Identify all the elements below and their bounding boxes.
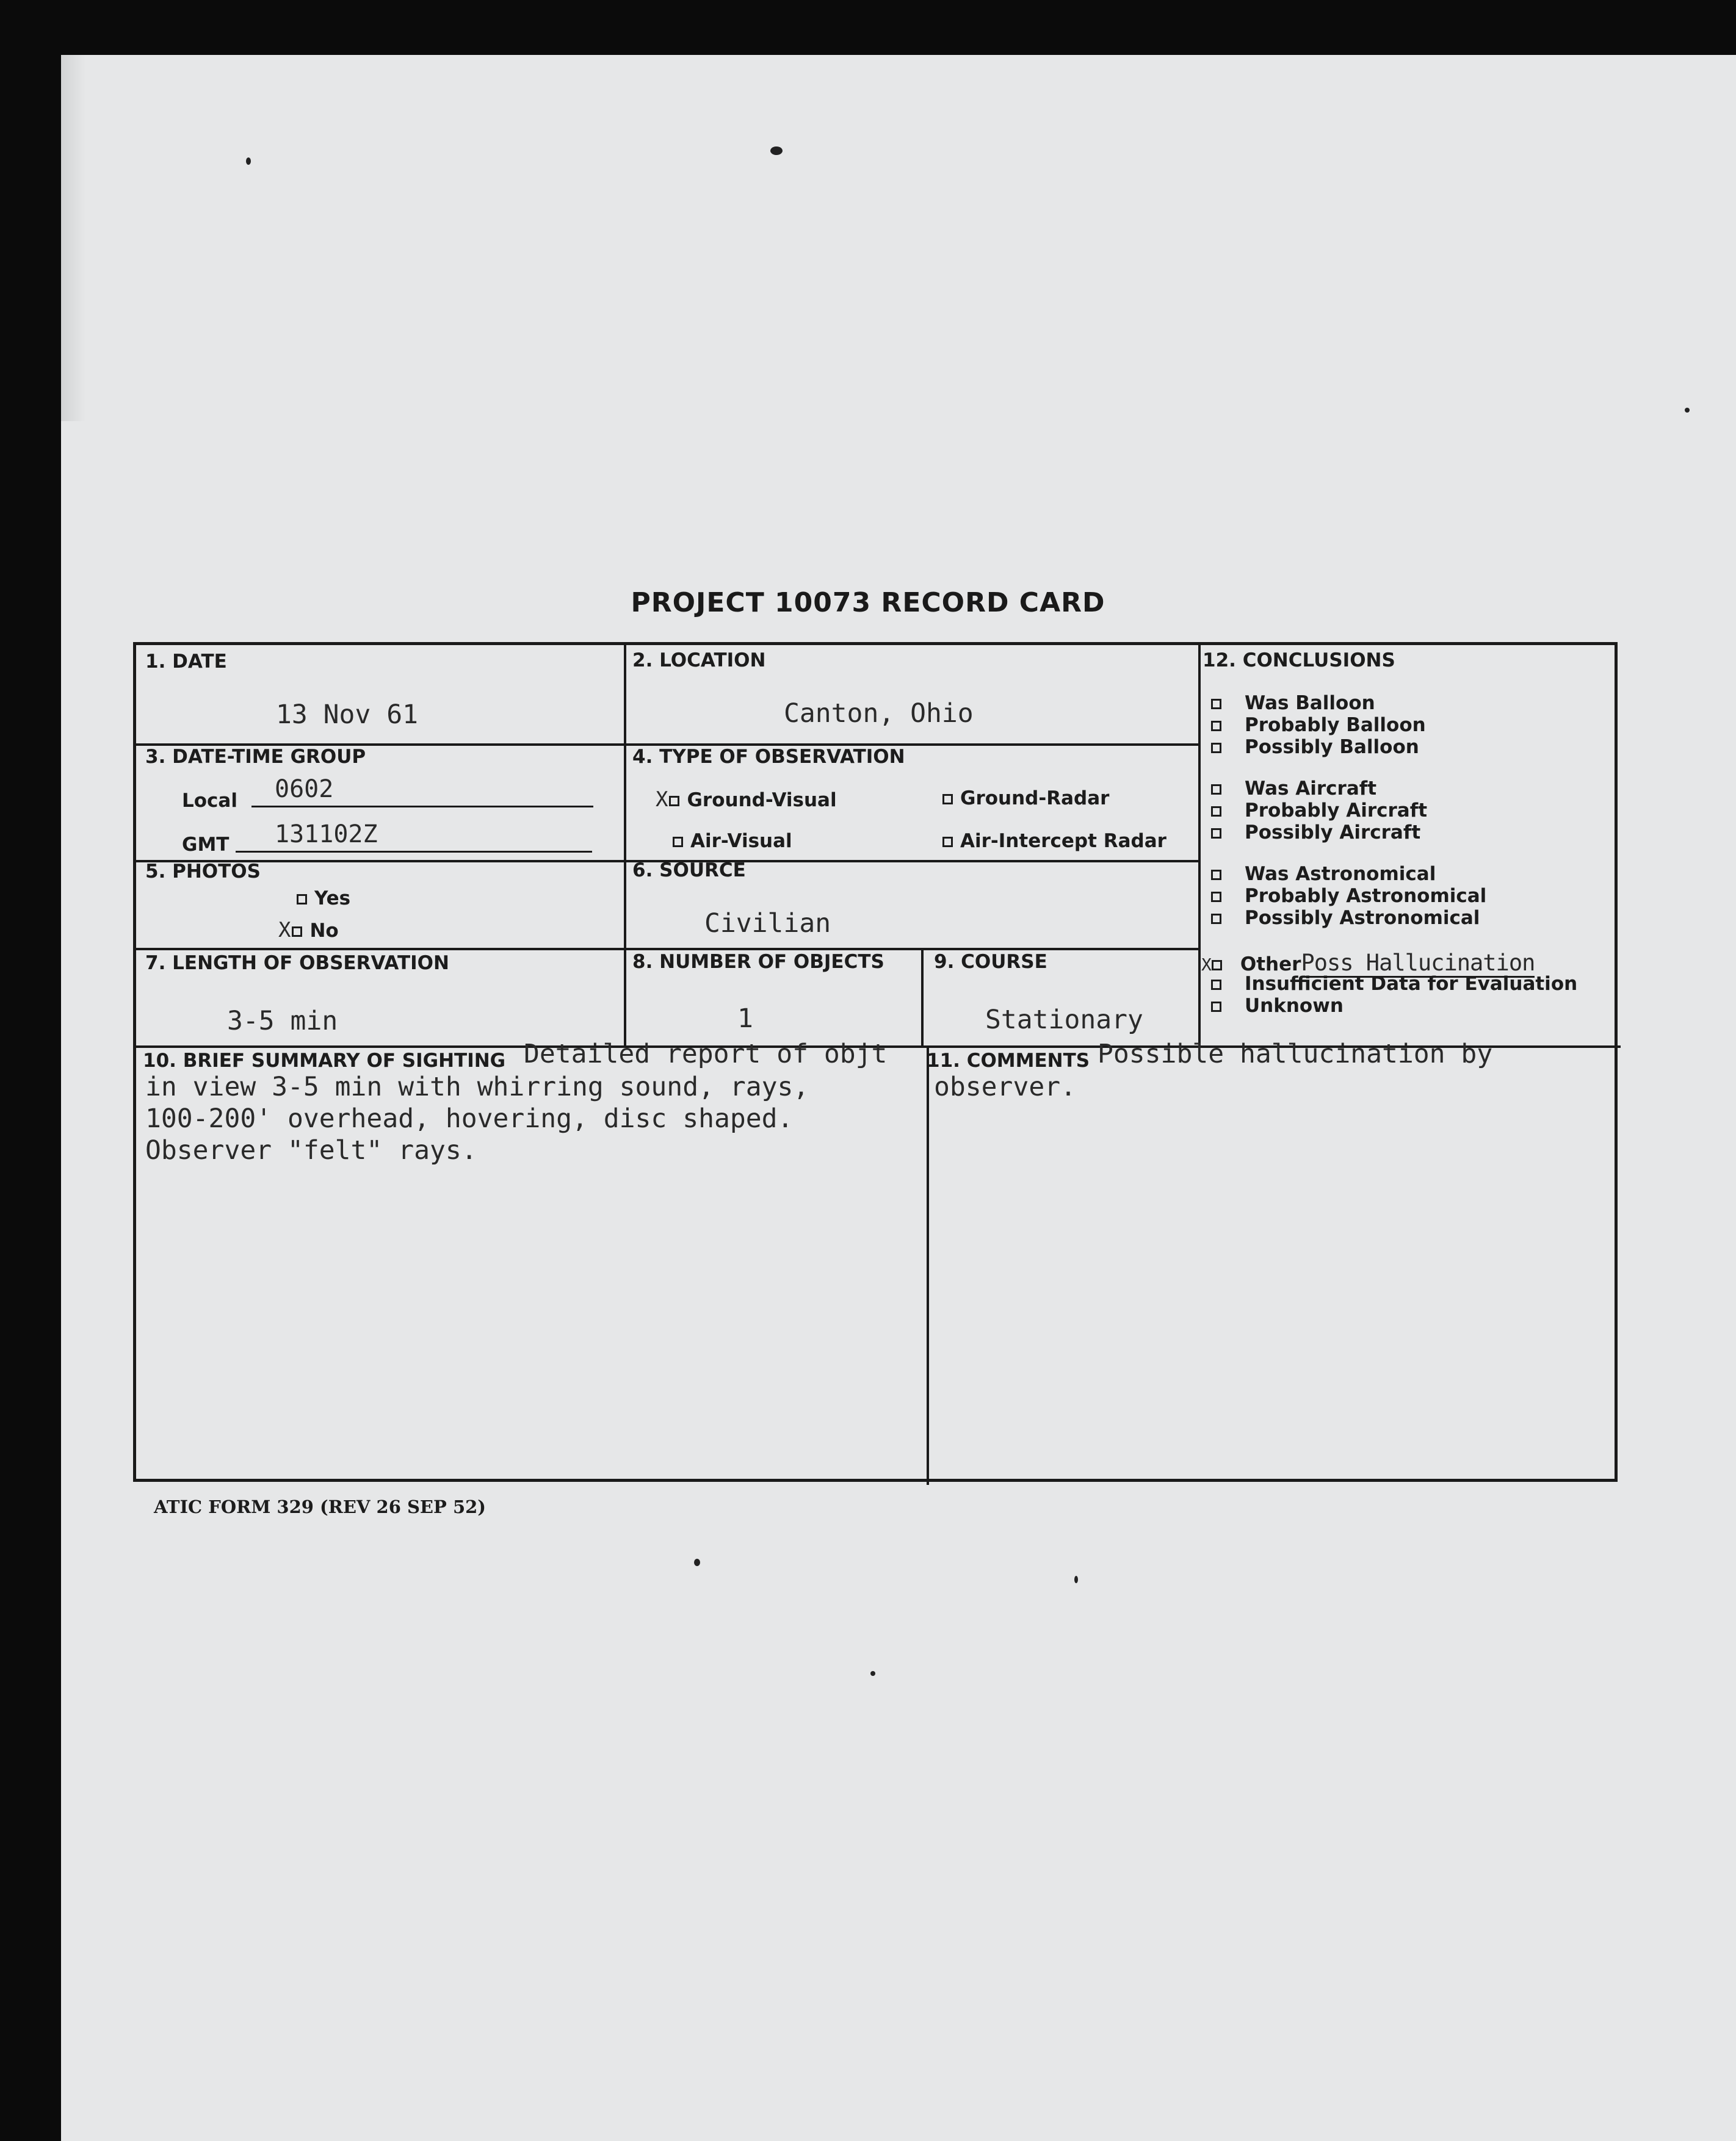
- checkbox-icon: [673, 837, 683, 847]
- photos-no: [278, 918, 339, 942]
- possibly-astronomical-label: Possibly Astronomical: [1245, 907, 1480, 929]
- ground-visual-label: Ground-Visual: [687, 789, 837, 811]
- form-identifier: ATIC FORM 329 (REV 26 SEP 52): [154, 1497, 486, 1517]
- was-astronomical-label: Was Astronomical: [1245, 863, 1436, 885]
- gmt-value: 131102Z: [275, 820, 378, 848]
- location-label: 2. LOCATION: [632, 649, 766, 671]
- photos-yes-label: Yes: [314, 887, 351, 909]
- conclusion-insufficient: [1211, 973, 1577, 995]
- summary-line-2: in view 3-5 min with whirring sound, rays,: [145, 1072, 809, 1102]
- checkbox-icon: [942, 837, 953, 847]
- summary-line-1: Detailed report of objt: [524, 1039, 888, 1069]
- possibly-aircraft-label: Possibly Aircraft: [1245, 821, 1421, 843]
- speck: [770, 146, 783, 155]
- speck: [1074, 1576, 1078, 1583]
- paper-fold-shadow: [61, 55, 85, 421]
- course-value: Stationary: [985, 1005, 1143, 1035]
- gmt-label: GMT: [182, 834, 230, 856]
- conclusion-possibly-aircraft: [1211, 821, 1420, 843]
- checkbox-icon: [1211, 699, 1221, 709]
- local-label: Local: [182, 790, 237, 812]
- checkbox-icon: [1212, 960, 1222, 970]
- source-label: 6. SOURCE: [632, 859, 746, 881]
- number-objects-label: 8. NUMBER OF OBJECTS: [632, 951, 884, 973]
- checkbox-icon: [1211, 784, 1221, 795]
- conclusion-probably-astronomical: [1211, 885, 1486, 907]
- other-value: Poss Hallucination: [1301, 950, 1535, 978]
- local-value: 0602: [275, 775, 334, 803]
- insufficient-label: Insufficient Data for Evaluation: [1245, 973, 1578, 995]
- comments-line-1: Possible hallucination by: [1098, 1039, 1493, 1069]
- probably-aircraft-label: Probably Aircraft: [1245, 800, 1428, 821]
- air-visual-label: Air-Visual: [690, 830, 792, 852]
- conclusion-unknown: [1211, 995, 1344, 1017]
- option-air-intercept-radar: [942, 830, 1166, 852]
- length-value: 3-5 min: [227, 1006, 338, 1036]
- checkbox-icon: [942, 794, 953, 804]
- number-objects-value: 1: [737, 1003, 753, 1034]
- probably-balloon-label: Probably Balloon: [1245, 714, 1426, 736]
- was-aircraft-label: Was Aircraft: [1245, 778, 1377, 800]
- speck: [246, 157, 251, 165]
- date-label: 1. DATE: [145, 651, 227, 673]
- checkbox-icon: [1211, 806, 1221, 817]
- speck: [1685, 408, 1690, 413]
- date-value: 13 Nov 61: [276, 699, 418, 730]
- speck: [694, 1559, 700, 1566]
- card-title: PROJECT 10073 RECORD CARD: [631, 587, 1105, 618]
- air-intercept-radar-label: Air-Intercept Radar: [960, 830, 1166, 852]
- summary-line-4: Observer "felt" rays.: [145, 1135, 477, 1166]
- checkbox-icon: [1211, 828, 1221, 839]
- comments-line-2: observer.: [934, 1072, 1076, 1102]
- unknown-label: Unknown: [1245, 995, 1344, 1017]
- conclusion-probably-aircraft: [1211, 800, 1427, 821]
- speck: [870, 1671, 875, 1676]
- checkbox-icon: [1211, 892, 1221, 902]
- other-mark: X: [1201, 955, 1212, 975]
- photos-no-mark: X: [278, 918, 291, 942]
- col-divider-conclusions: [1198, 645, 1201, 1045]
- summary-label: 10. BRIEF SUMMARY OF SIGHTING: [143, 1050, 506, 1072]
- conclusion-was-aircraft: [1211, 778, 1376, 800]
- conclusion-was-astronomical: [1211, 863, 1436, 885]
- col-divider-main: [624, 645, 626, 1045]
- col-divider-comments: [927, 1045, 929, 1485]
- checkbox-icon: [1211, 743, 1221, 753]
- checkbox-icon: [292, 926, 302, 937]
- photos-no-label: No: [309, 920, 339, 942]
- option-air-visual: [673, 830, 792, 852]
- checkbox-icon: [1211, 914, 1221, 924]
- possibly-balloon-label: Possibly Balloon: [1245, 736, 1419, 758]
- course-label: 9. COURSE: [934, 951, 1047, 973]
- length-label: 7. LENGTH OF OBSERVATION: [145, 952, 449, 974]
- location-value: Canton, Ohio: [784, 698, 974, 729]
- conclusion-probably-balloon: [1211, 714, 1426, 736]
- date-time-group-label: 3. DATE-TIME GROUP: [145, 746, 366, 768]
- checkbox-icon: [1211, 870, 1221, 880]
- conclusion-was-balloon: [1211, 692, 1375, 714]
- gmt-underline: [236, 851, 592, 853]
- observation-type-label: 4. TYPE OF OBSERVATION: [632, 746, 905, 768]
- conclusion-possibly-astronomical: [1211, 907, 1480, 929]
- conclusion-other: [1201, 950, 1535, 976]
- checkbox-icon: [1211, 980, 1221, 990]
- option-ground-radar: [942, 787, 1109, 809]
- option-ground-visual: [656, 787, 837, 812]
- photos-label: 5. PHOTOS: [145, 861, 261, 883]
- source-value: Civilian: [704, 908, 831, 939]
- other-label: Other: [1240, 953, 1301, 975]
- checkbox-icon: [1211, 1002, 1221, 1012]
- conclusion-possibly-balloon: [1211, 736, 1419, 758]
- comments-label: 11. COMMENTS: [927, 1050, 1090, 1072]
- photos-yes: [297, 887, 350, 909]
- ground-visual-mark: X: [656, 787, 668, 812]
- was-balloon-label: Was Balloon: [1245, 692, 1375, 714]
- summary-line-3: 100-200' overhead, hovering, disc shaped.: [145, 1103, 794, 1134]
- probably-astronomical-label: Probably Astronomical: [1245, 885, 1487, 907]
- col-divider-objects: [921, 948, 924, 1045]
- checkbox-icon: [1211, 721, 1221, 731]
- local-underline: [251, 806, 593, 807]
- checkbox-icon: [297, 894, 307, 904]
- checkbox-icon: [669, 796, 679, 806]
- conclusions-label: 12. CONCLUSIONS: [1203, 649, 1395, 671]
- ground-radar-label: Ground-Radar: [960, 787, 1110, 809]
- row-divider-3: [136, 948, 1198, 950]
